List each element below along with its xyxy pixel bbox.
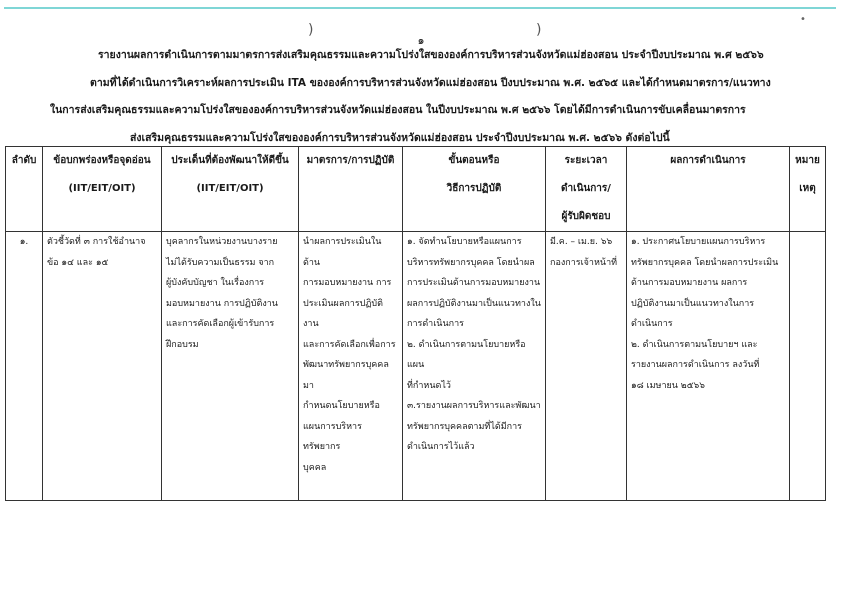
scan-mark-right: )	[536, 22, 542, 38]
cell-period	[546, 232, 627, 501]
cell-line: บุคลากรในหน่วยงานบางราย	[166, 237, 278, 247]
scan-mark-left: )	[308, 22, 314, 38]
cell-line: ทรัพยากรบุคคลตามที่ได้มีการ	[407, 421, 522, 432]
cell-line: ปฏิบัติงานมาเป็นแนวทางในการ	[631, 298, 755, 309]
heading-line-4: ส่งเสริมคุณธรรมและความโปร่งใสขององค์การบริหารส่วนจังหวัดแม่ฮ่องสอน ประจำปีงบประมาณ พ.ศ. ๒๕๖๖ ดังต่อไปนี้	[130, 131, 670, 144]
header-remark: หมาย เหตุ	[790, 147, 826, 232]
table-header-row	[6, 147, 826, 232]
cell-line: การประเมินด้านการมอบหมายงาน	[407, 278, 541, 288]
cell-no: ๑.	[6, 232, 43, 501]
cell-line: กำหนดนโยบายหรือ	[303, 401, 380, 411]
heading-line-2: ตามที่ได้ดำเนินการวิเคราะห์ผลการประเมิน ITA ขององค์การบริหารส่วนจังหวัดแม่ฮ่องสอน ปีงบประมาณ พ.ศ. ๒๕๖๕ และได้กำหนดมาตรการ/แนวทาง	[90, 76, 771, 89]
header-weakness: ข้อบกพร่องหรือจุดอ่อน (IIT/EIT/OIT)	[43, 147, 162, 232]
cell-line: ดำเนินการ	[631, 319, 673, 329]
cell-line: การมอบหมายงาน การ	[303, 278, 392, 288]
header-no: ลำดับ	[6, 147, 43, 232]
cell-line: ๒. ดำเนินการตามนโยบายฯ และ	[631, 339, 758, 350]
cell-line: แผนการบริหารทรัพยากร	[303, 421, 362, 452]
cell-steps	[403, 232, 546, 501]
top-border-line	[4, 7, 836, 9]
cell-line: กองการเจ้าหน้าที่	[550, 257, 618, 268]
page-number: ๑	[417, 34, 425, 47]
cell-line: รายงานผลการดำเนินการ ลงวันที่	[631, 360, 760, 370]
cell-line: บุคคล	[303, 462, 327, 473]
cell-line: และการคัดเลือกเพื่อการ	[303, 339, 396, 350]
header-improve: ประเด็นที่ต้องพัฒนาให้ดีขึ้น (IIT/EIT/OIT)	[162, 147, 299, 232]
cell-line: ดำเนินการไว้แล้ว	[407, 442, 475, 452]
cell-line: ฝึกอบรม	[166, 339, 199, 350]
cell-line: ๑๘ เมษายน ๒๕๖๖	[631, 380, 705, 391]
header-period: ระยะเวลา ดำเนินการ/ ผู้รับผิดชอบ	[546, 147, 627, 232]
report-heading	[20, 42, 822, 152]
header-steps: ขั้นตอนหรือ วิธีการปฏิบัติ	[403, 147, 546, 232]
scan-dot: •	[800, 14, 806, 25]
cell-line: และการคัดเลือกผู้เข้ารับการ	[166, 319, 275, 329]
cell-line: ๑. ประกาศนโยบายแผนการบริหาร	[631, 237, 766, 247]
header-measure: มาตรการ/การปฏิบัติ	[299, 147, 403, 232]
heading-line-1: รายงานผลการดำเนินการตามมาตรการส่งเสริมคุณธรรมและความโปร่งใสขององค์การบริหารส่วนจังหวัดแม่ฮ่องสอน ประจำปีงบประมาณ พ.ศ ๒๕๖๖	[98, 49, 764, 61]
cell-weakness	[43, 232, 162, 501]
cell-line: มี.ค. – เม.ย. ๖๖	[550, 237, 613, 247]
cell-line: ตัวชี้วัดที่ ๓ การใช้อำนาจ	[47, 237, 146, 247]
measures-table	[5, 146, 826, 501]
cell-line: ผลการปฏิบัติงานมาเป็นแนวทางใน	[407, 298, 541, 309]
heading-line-3: ในการส่งเสริมคุณธรรมและความโปร่งใสขององค์การบริหารส่วนจังหวัดแม่ฮ่องสอน ในปีงบประมาณ พ.ศ ๒๕๖๖ โดยได้มีการดำเนินการขับเคลื่อนมาตรการ	[50, 104, 746, 116]
cell-line: ด้านการมอบหมายงาน ผลการ	[631, 278, 748, 288]
cell-line: ข้อ ๑๔ และ ๑๕	[47, 257, 109, 268]
cell-line: ๑. จัดทำนโยบายหรือแผนการ	[407, 237, 522, 247]
cell-line: ๒. ดำเนินการตามนโยบายหรือแผน	[407, 339, 526, 370]
cell-improve	[162, 232, 299, 501]
cell-measure	[299, 232, 403, 501]
table-row	[6, 232, 826, 501]
cell-result	[627, 232, 790, 501]
cell-remark	[790, 232, 826, 501]
cell-line: มอบหมายงาน การปฏิบัติงาน	[166, 298, 278, 309]
cell-line: พัฒนาทรัพยากรบุคคล มา	[303, 360, 389, 391]
cell-line: การดำเนินการ	[407, 319, 464, 329]
header-result: ผลการดำเนินการ	[627, 147, 790, 232]
cell-line: ประเมินผลการปฏิบัติงาน	[303, 298, 383, 329]
cell-line: นำผลการประเมินในด้าน	[303, 237, 382, 268]
cell-line: ที่กำหนดไว้	[407, 380, 451, 391]
cell-line: บริหารทรัพยากรบุคคล โดยนำผล	[407, 257, 535, 268]
cell-line: ผู้บังคับบัญชา ในเรื่องการ	[166, 278, 265, 288]
cell-line: ทรัพยากรบุคคล โดยนำผลการประเมิน	[631, 257, 779, 268]
cell-line: ๓.รายงานผลการบริหารและพัฒนา	[407, 401, 541, 411]
cell-line: ไม่ได้รับความเป็นธรรม จาก	[166, 257, 275, 268]
